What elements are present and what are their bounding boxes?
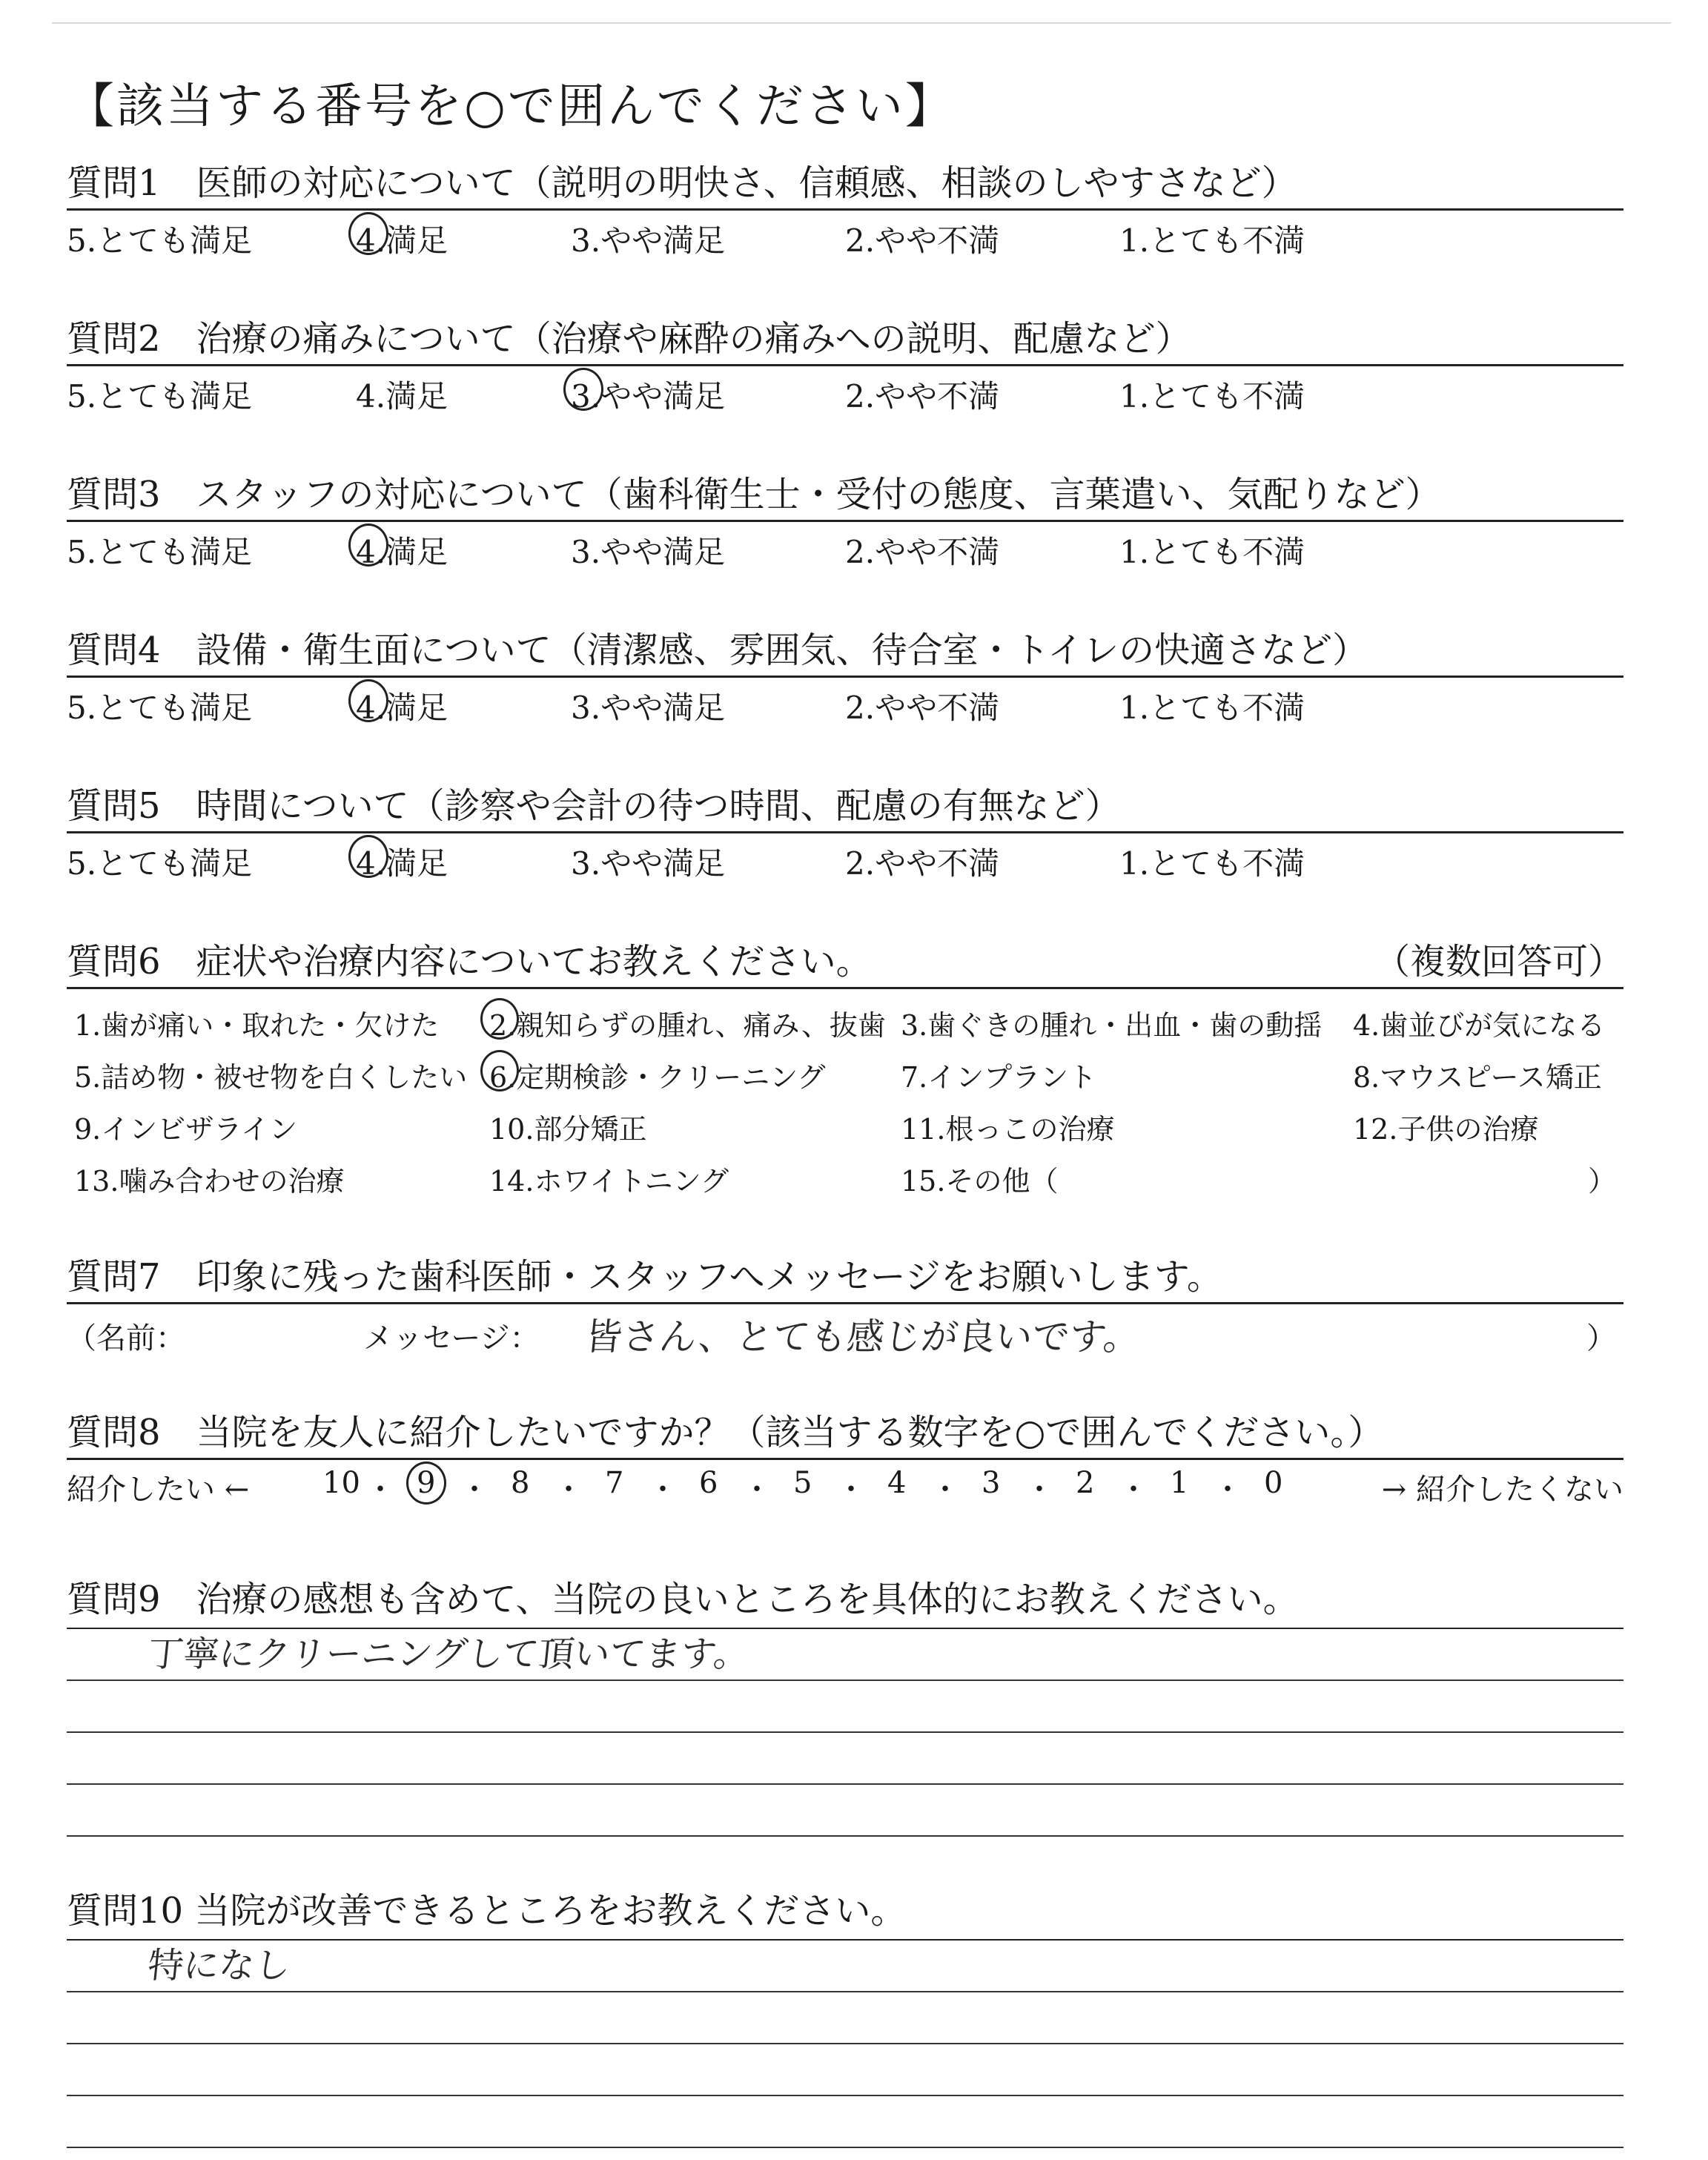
rating-option[interactable] — [1119, 372, 1305, 417]
recommend-left-label: 紹介したい ← — [67, 1473, 250, 1507]
symptom-option-number: 8. — [1353, 1061, 1380, 1094]
question-1-title: 質問1 医師の対応について（説明の明快さ、信頼感、相談のしやすさなど） — [67, 162, 1297, 204]
scale-value: 2 — [1076, 1466, 1095, 1500]
rating-label: やや不満 — [875, 534, 1000, 570]
symptom-option-number: 13. — [74, 1165, 119, 1198]
recommend-scale-number[interactable] — [793, 1466, 812, 1500]
symptom-option[interactable] — [489, 1054, 826, 1095]
rating-label: 満足 — [385, 534, 448, 570]
recommend-scale-number[interactable] — [887, 1466, 906, 1500]
scale-separator: ・ — [460, 1473, 489, 1507]
rating-label: とても不満 — [1149, 845, 1305, 882]
symptom-option-label: 歯ぐきの腫れ・出血・歯の動揺 — [927, 1009, 1323, 1042]
selected-circle-mark — [406, 1462, 446, 1505]
recommend-scale — [67, 1460, 1623, 1512]
symptom-option-label: 子供の治療 — [1397, 1113, 1539, 1146]
rating-option[interactable] — [571, 372, 725, 417]
rating-option[interactable] — [571, 528, 725, 572]
rating-option[interactable] — [1119, 839, 1305, 884]
rating-label: やや満足 — [600, 845, 726, 882]
rating-option[interactable] — [356, 372, 448, 417]
scale-value: 3 — [982, 1466, 1001, 1500]
scale-separator: ・ — [1025, 1473, 1054, 1507]
symptom-option[interactable] — [74, 1054, 467, 1095]
answer-line — [67, 1785, 1623, 1837]
rating-option[interactable] — [67, 839, 252, 884]
selected-circle-mark — [480, 998, 519, 1040]
rating-option[interactable] — [845, 217, 999, 261]
rating-label: やや不満 — [875, 378, 1000, 415]
scale-value: 4 — [887, 1466, 907, 1500]
question-6-title: 質問6 症状や治療内容についてお教えください。 （複数回答可） — [67, 938, 1623, 987]
answer-line — [67, 1681, 1623, 1733]
scale-value: 5 — [793, 1466, 812, 1500]
question-9-title: 質問9 治療の感想も含めて、当院の良いところを具体的にお教えください。 — [67, 1579, 1299, 1620]
recommend-scale-number[interactable] — [982, 1466, 1000, 1500]
multiple-answer-note: （複数回答可） — [1374, 941, 1623, 982]
symptom-option-number: 3. — [901, 1009, 928, 1042]
symptom-option-label: 定期検診・クリーニング — [516, 1061, 826, 1094]
symptom-option-label: インプラント — [927, 1061, 1097, 1094]
scale-separator: ・ — [648, 1473, 678, 1507]
rating-number: 3. — [571, 845, 601, 882]
rating-number: 4. — [356, 222, 386, 259]
symptom-option[interactable] — [489, 1003, 886, 1043]
rating-option[interactable] — [356, 528, 448, 572]
rating-number: 1. — [1119, 845, 1150, 882]
rating-label: やや満足 — [600, 222, 726, 259]
rating-option[interactable] — [356, 217, 448, 261]
question-8 — [67, 1409, 1623, 1512]
recommend-scale-number[interactable] — [322, 1466, 360, 1500]
scale-value: 8 — [511, 1466, 530, 1500]
rating-option[interactable] — [1119, 217, 1305, 261]
symptom-option-number: 9. — [74, 1113, 102, 1146]
rating-option[interactable] — [67, 372, 252, 417]
question-7-title: 質問7 印象に残った歯科医師・スタッフへメッセージをお願いします。 — [67, 1256, 1222, 1298]
rating-number: 1. — [1119, 690, 1150, 726]
scale-value: 1 — [1170, 1466, 1189, 1500]
symptom-option[interactable] — [901, 1054, 1096, 1095]
selected-circle-mark — [480, 1050, 519, 1091]
message-row — [67, 1304, 1623, 1356]
symptom-option-label: 根っこの治療 — [945, 1113, 1115, 1146]
symptom-option-number: 11. — [901, 1113, 946, 1146]
rating-label: とても不満 — [1149, 222, 1305, 259]
question-5 — [67, 782, 1623, 882]
symptom-option-number: 14. — [489, 1165, 534, 1198]
rating-option[interactable] — [845, 684, 999, 728]
rating-number: 3. — [571, 222, 601, 259]
form-instruction-title: 【該当する番号を○で囲んでください】 — [67, 79, 955, 134]
rating-label: とても満足 — [96, 534, 253, 570]
question-2 — [67, 315, 1623, 415]
recommend-right-label: → 紹介したくない — [1381, 1473, 1623, 1507]
rating-number: 3. — [571, 690, 601, 726]
recommend-scale-number[interactable] — [1264, 1466, 1282, 1500]
symptom-option[interactable] — [489, 1106, 646, 1147]
page-top-rule — [52, 22, 1671, 24]
symptom-option[interactable] — [1353, 1003, 1605, 1043]
rating-options — [67, 522, 1623, 571]
symptom-option-number: 6. — [489, 1061, 517, 1094]
rating-number: 5. — [67, 222, 97, 259]
symptom-option-label: インビザライン — [101, 1113, 298, 1146]
rating-number: 2. — [845, 845, 875, 882]
rating-option[interactable] — [67, 528, 252, 572]
rating-options — [67, 833, 1623, 882]
question-10-title: 質問10 当院が改善できるところをお教えください。 — [67, 1890, 907, 1932]
symptom-option-label: その他（ — [945, 1165, 1059, 1198]
rating-label: とても不満 — [1149, 534, 1305, 570]
symptom-option[interactable] — [74, 1158, 344, 1199]
question-9-answer: 丁寧にクリーニングして頂いてます。 — [145, 1634, 752, 1675]
rating-option[interactable] — [845, 839, 999, 884]
question-10 — [67, 1887, 1623, 2148]
rating-number: 2. — [845, 222, 875, 259]
scale-separator: ・ — [554, 1473, 583, 1507]
name-label: （名前： — [67, 1321, 185, 1355]
question-3 — [67, 471, 1623, 571]
rating-options — [67, 211, 1623, 260]
symptom-option-label: 噛み合わせの治療 — [119, 1165, 345, 1198]
question-8-title: 質問8 当院を友人に紹介したいですか？（該当する数字を○で囲んでください。） — [67, 1412, 1384, 1453]
rating-number: 3. — [571, 378, 601, 415]
symptom-option-number: 5. — [74, 1061, 102, 1094]
rating-label: やや満足 — [600, 378, 726, 415]
symptom-option[interactable] — [901, 1106, 1114, 1147]
answer-line — [67, 2096, 1623, 2148]
rating-option[interactable] — [845, 528, 999, 572]
symptom-options-grid — [67, 989, 1623, 1204]
rating-number: 4. — [356, 845, 386, 882]
rating-option[interactable] — [845, 372, 999, 417]
rating-options — [67, 678, 1623, 727]
symptom-option-label: 歯が痛い・取れた・欠けた — [101, 1009, 440, 1042]
symptom-option-label: マウスピース矯正 — [1380, 1061, 1602, 1094]
rating-number: 5. — [67, 534, 97, 570]
question-1 — [67, 159, 1623, 260]
scale-separator: ・ — [1119, 1473, 1148, 1507]
rating-label: やや不満 — [875, 222, 1000, 259]
scale-separator: ・ — [836, 1473, 866, 1507]
question-10-answer: 特になし — [145, 1945, 293, 1986]
rating-option[interactable] — [67, 217, 252, 261]
rating-label: とても不満 — [1149, 378, 1305, 415]
rating-option[interactable] — [571, 217, 725, 261]
rating-number: 5. — [67, 845, 97, 882]
rating-number: 4. — [356, 534, 386, 570]
scale-separator: ・ — [742, 1473, 772, 1507]
question-9-answer-lines — [67, 1625, 1623, 1837]
symptom-option-number: 2. — [489, 1009, 517, 1042]
rating-number: 5. — [67, 690, 97, 726]
rating-label: とても満足 — [96, 222, 253, 259]
rating-number: 2. — [845, 690, 875, 726]
rating-number: 2. — [845, 378, 875, 415]
rating-option[interactable] — [1119, 528, 1305, 572]
rating-option[interactable] — [571, 839, 725, 884]
scale-separator: ・ — [1213, 1473, 1242, 1507]
scale-value: 0 — [1264, 1466, 1283, 1500]
recommend-scale-number[interactable] — [417, 1466, 435, 1500]
rating-number: 1. — [1119, 534, 1150, 570]
rating-number: 5. — [67, 378, 97, 415]
rating-label: 満足 — [385, 378, 448, 415]
symptom-option-number: 7. — [901, 1061, 928, 1094]
rating-number: 2. — [845, 534, 875, 570]
answer-line — [67, 1941, 1623, 1992]
rating-number: 1. — [1119, 222, 1150, 259]
symptom-option-label: 親知らずの腫れ、痛み、抜歯 — [516, 1009, 886, 1042]
symptom-option[interactable] — [1353, 1106, 1538, 1147]
question-2-title: 質問2 治療の痛みについて（治療や麻酔の痛みへの説明、配慮など） — [67, 318, 1191, 360]
question-10-answer-lines — [67, 1936, 1623, 2148]
rating-number: 1. — [1119, 378, 1150, 415]
rating-option[interactable] — [67, 684, 252, 728]
question-5-title: 質問5 時間について（診察や会計の待つ時間、配慮の有無など） — [67, 785, 1121, 827]
rating-option[interactable] — [356, 684, 448, 728]
symptom-option-number: 15. — [901, 1165, 946, 1198]
rating-number: 4. — [356, 378, 386, 415]
rating-option[interactable] — [571, 684, 725, 728]
symptom-option-label: 部分矯正 — [534, 1113, 647, 1146]
answer-line — [67, 1992, 1623, 2044]
rating-label: やや不満 — [875, 845, 1000, 882]
rating-label: とても不満 — [1149, 690, 1305, 726]
message-handwritten: 皆さん、とても感じが良いです。 — [583, 1315, 1143, 1358]
rating-label: 満足 — [385, 845, 448, 882]
recommend-scale-number[interactable] — [699, 1466, 718, 1500]
question-4 — [67, 627, 1623, 727]
answer-line — [67, 1733, 1623, 1785]
symptom-option-label: 詰め物・被せ物を白くしたい — [101, 1061, 468, 1094]
scale-value: 9 — [417, 1466, 436, 1500]
question-6 — [67, 938, 1623, 1204]
message-label: メッセージ： — [363, 1321, 540, 1355]
answer-line — [67, 2044, 1623, 2096]
scale-separator: ・ — [930, 1473, 960, 1507]
rating-label: とても満足 — [96, 845, 253, 882]
rating-option[interactable] — [356, 839, 448, 884]
symptom-option[interactable] — [74, 1106, 297, 1147]
rating-label: 満足 — [385, 222, 448, 259]
symptom-option-number: 10. — [489, 1113, 534, 1146]
recommend-scale-number[interactable] — [511, 1466, 529, 1500]
question-3-title: 質問3 スタッフの対応について（歯科衛生士・受付の態度、言葉遣い、気配りなど） — [67, 474, 1441, 515]
recommend-scale-number[interactable] — [605, 1466, 623, 1500]
rating-option[interactable] — [1119, 684, 1305, 728]
question-9 — [67, 1576, 1623, 1837]
rating-label: やや満足 — [600, 534, 726, 570]
rating-number: 4. — [356, 690, 386, 726]
answer-line — [67, 1629, 1623, 1681]
rating-label: とても満足 — [96, 378, 253, 415]
symptom-option-number: 12. — [1353, 1113, 1398, 1146]
rating-label: とても満足 — [96, 690, 253, 726]
symptom-option[interactable] — [489, 1158, 729, 1199]
symptom-option-label: 歯並びが気になる — [1380, 1009, 1606, 1042]
question-7 — [67, 1253, 1623, 1356]
symptom-option-number: 1. — [74, 1009, 102, 1042]
symptom-option-number: 4. — [1353, 1009, 1380, 1042]
rating-label: やや不満 — [875, 690, 1000, 726]
scale-value: 10 — [322, 1466, 360, 1500]
rating-label: 満足 — [385, 690, 448, 726]
rating-label: やや満足 — [600, 690, 726, 726]
message-close-paren: ） — [1586, 1321, 1616, 1355]
recommend-scale-number[interactable] — [1076, 1466, 1094, 1500]
rating-number: 3. — [571, 534, 601, 570]
recommend-scale-number[interactable] — [1170, 1466, 1188, 1500]
other-close-paren: ） — [1587, 1165, 1616, 1198]
rating-options — [67, 366, 1623, 415]
question-4-title: 質問4 設備・衛生面について（清潔感、雰囲気、待合室・トイレの快適さなど） — [67, 630, 1368, 671]
symptom-option[interactable] — [74, 1003, 439, 1043]
scale-separator: ・ — [365, 1473, 395, 1507]
symptom-option[interactable] — [901, 1158, 1058, 1199]
scale-value: 6 — [699, 1466, 718, 1500]
symptom-option[interactable] — [1353, 1054, 1602, 1095]
symptom-option[interactable] — [901, 1003, 1322, 1043]
symptom-option-label: ホワイトニング — [534, 1165, 729, 1198]
scale-value: 7 — [605, 1466, 624, 1500]
